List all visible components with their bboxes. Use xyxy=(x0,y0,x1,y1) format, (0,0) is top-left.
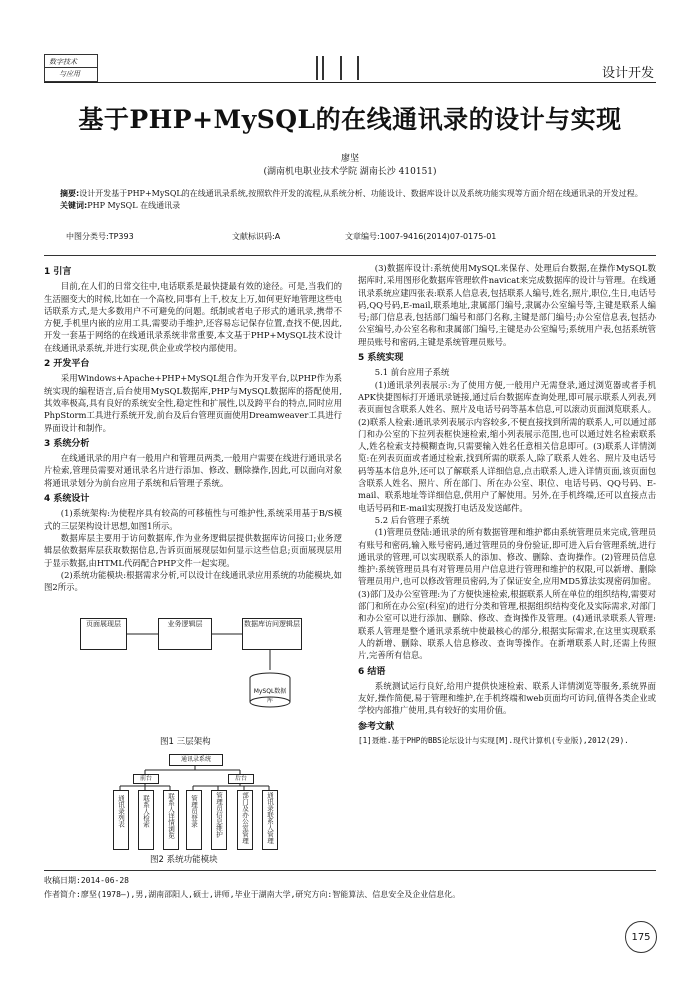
tree-leaf-2 xyxy=(138,790,154,850)
header-rule xyxy=(44,82,656,83)
tree-front: 前台 xyxy=(133,774,159,784)
data-access-layer-label: 数据库访问逻辑层 xyxy=(244,620,300,628)
section-2-p1: 采用Windows+Apache+PHP+MySQL组合作为开发平台,以PHP作为系统实现的编程语言,后台使用MySQL数据库,PHP与MySQL数据库的搭配使用,其效率极高,具有良好的系统安全性,稳定性和扩展性,以及跨平台的特点,同时应用PhpStorm工具进行系统开发,前台及后台管理页面使用Dreamweaver工具进行界面设计和制作。 xyxy=(44,373,342,433)
figure-1 xyxy=(80,606,320,726)
section-4-p3: (2)系统功能模块:根据需求分析,可以设计在线通讯录应用系统的功能模块,如图2所示。 xyxy=(44,569,342,593)
tree-root: 通讯录系统 xyxy=(169,754,223,766)
tree-leaf-4 xyxy=(186,790,202,850)
keywords: PHP MySQL 在线通讯录 xyxy=(87,201,181,210)
received-date: 收稿日期:2014-06-28 xyxy=(44,876,129,885)
abstract xyxy=(44,188,656,212)
figure-1-caption: 图1 三层架构 xyxy=(160,737,211,747)
tree-leaf-5 xyxy=(211,790,227,850)
keywords-label: 关键词: xyxy=(60,201,88,210)
section-6-p1: 系统测试运行良好,给用户提供快速检索、联系人详情浏览等服务,系统界面友好,操作简便,易于管理和维护,在手机终端和web页面均可访问,值得各类企业或学校内部推广使用,具有较好的实用价值。 xyxy=(358,680,656,716)
paper-title: 基于PHP+MySQL的在线通讯录的设计与实现 xyxy=(78,105,622,134)
section-4-title: 4 系统设计 xyxy=(44,494,90,505)
tree-leaf-5-label: 管理员信息维护 xyxy=(215,792,223,838)
section-3-p1: 在线通讯录的用户有一般用户和管理员两类,一般用户需要在线进行通讯录名片检索,管理员需要对通讯录名片进行添加、修改、删除操作,因此,可以面向对象将通讯录划分为前台应用子系统和后管理子系统。 xyxy=(44,453,342,488)
tree-leaf-1-label: 通讯录列表 xyxy=(117,795,125,828)
tree-leaf-7-label: 通讯录联系人管理 xyxy=(266,792,274,844)
section-1-p1: 目前,在人们的日常交往中,电话联系是最快捷最有效的途径。可是,当我们的生活圈变大的时候,比如在一个高校,同事有上千,校友上万,如何更好地管理这些电话联系方式,是大多数用户不可避免的问题。纸制或者电子形式的通讯录,携带不方便,手机里内嵌的应用工具,需要动手维护,还容易忘记保存位置,查找不便,因此,开发一套基于网络的在线通讯录系统非常重要,本文基于PHP+MySQL技术设计在线通讯录系统,并进行实现,供企业或学校内部使用。 xyxy=(44,281,342,353)
author: 廖坚 xyxy=(340,154,359,164)
tree-leaf-7 xyxy=(262,790,278,850)
tree-leaf-3-label: 联系人详情浏览 xyxy=(167,793,175,839)
section-5-1-title: 5.1 前台应用子系统 xyxy=(374,367,450,378)
section-1-title: 1 引言 xyxy=(44,267,72,277)
abstract-text: 设计开发基于PHP+MySQL的在线通讯录系统,按照软件开发的流程,从系统分析、功能设计、数据库设计以及系统功能实现等方面介绍在线通讯录的开发过程。 xyxy=(79,189,643,198)
logo-line2: 与应用 xyxy=(59,70,80,78)
presentation-layer-label: 页面展现层 xyxy=(86,620,121,628)
tree-back: 后台 xyxy=(228,774,254,784)
reference-1: [1]聂维.基于PHP的BBS论坛设计与实现[M].现代计算机(专业版),2012(29). xyxy=(358,735,629,745)
author-bio: 作者简介:廖坚(1978—),男,湖南邵阳人,硕士,讲师,毕业于湖南大学,研究方向:智能算法、信息安全及企业信息化。 xyxy=(44,890,461,899)
abstract-divider xyxy=(44,255,656,256)
tree-leaf-4-label: 管理员登录 xyxy=(190,795,198,828)
section-tag: 设计开发 xyxy=(601,66,654,81)
business-layer-box xyxy=(158,618,212,650)
page-number-badge xyxy=(625,921,657,953)
section-4-p2: 数据库层主要用于访问数据库,作为业务逻辑层提供数据库访问接口;业务逻辑层依数据库层获取数据信息,告诉页面展现层如何显示这些信息;页面展现层用于显示数据,由HTML代码配合PHP文件一起实现。 xyxy=(44,532,342,568)
references-title: 参考文献 xyxy=(358,721,395,732)
section-5-title: 5 系统实现 xyxy=(358,353,404,364)
document-code: 文献标识码:A xyxy=(232,232,281,241)
page-number: 175 xyxy=(631,931,651,943)
tree-leaf-2-label: 联系人检索 xyxy=(142,795,150,828)
tree-leaf-6 xyxy=(237,790,253,850)
section-4-p4: (3)数据库设计:系统使用MySQL来保存、处理后台数据,在操作MySQL数据库时,采用图形化数据库管理软件navicat来完成数据库的设计与管理。在线通讯录系统应建四张表:联系人信息表,包括联系人编号,姓名,照片,职位,生日,电话号码,QQ号码,E-mail,联系地址,隶属部门编号,隶属办公室编号等,主键是联系人编号;部门信息表,包括部门编号和部门名称,主键是部门编号;办公室信息表,包括办公室编号,办公室名称和隶属部门编号,主键是办公室编号;系统用户表,包括系统管理员账号和密码,主键是系统管理员账号。 xyxy=(358,263,656,347)
section-5-2-p1: (1)管理员登陆:通讯录的所有数据管理和维护都由系统管理员来完成,管理员有账号和密码,输入账号密码,通过管理员的身份验证,即可进入后台管理系统,进行通讯录的管理,可以实现联系人的添加、修改、删除、查询操作。(2)管理员信息维护:系统管理员具有对管理员用户信息进行管理和维护的权限,可以新增、删除管理员用户,也可以修改管理员密码,为了保证安全,应用MD5算法实现密码加密。(3)部门及办公室管理:为了方便快速检索,根据联系人所在单位的组织结构,需要对部门和所在办公室(科室)的进行分类和管理,根据组织结构变化及实际需求,对部门和办公室可以进行添加、删除、修改、查询操作及管理。(4)通讯录联系人管理:联系人管理是整个通讯录系统中使最核心的部分,根据实际需求,在这里实现联系人的新增、删除、联系人信息修改、查询等操作。在新增联系人时,还需上传照片,完善所有信息。 xyxy=(358,527,656,661)
section-2-title: 2 开发平台 xyxy=(44,359,90,370)
left-column xyxy=(44,262,342,593)
logo-line1: 数字技术 xyxy=(49,58,77,66)
affiliation: (湖南机电职业技术学院 湖南长沙 410151) xyxy=(263,167,437,177)
figure-2-caption: 图2 系统功能模块 xyxy=(150,855,218,865)
clc-number: 中图分类号:TP393 xyxy=(66,232,134,241)
section-4-p1: (1)系统架构:为使程序具有较高的可移植性与可维护性,系统采用基于B/S模式的三层架构设计思想,如图1所示。 xyxy=(44,508,342,531)
tree-leaf-3 xyxy=(163,790,179,850)
section-5-2-title: 5.2 后台管理子系统 xyxy=(374,514,450,525)
data-access-layer-box xyxy=(242,618,302,650)
tree-leaf-1 xyxy=(113,790,129,850)
business-layer-label: 业务逻辑层 xyxy=(167,620,203,628)
abstract-label: 摘要: xyxy=(60,189,80,198)
section-6-title: 6 结语 xyxy=(358,666,386,677)
figure-2 xyxy=(105,752,285,850)
footer-divider xyxy=(44,870,656,871)
database-label: MySQL数据库 xyxy=(253,688,287,704)
article-number: 文章编号:1007-9416(2014)07-0175-01 xyxy=(345,232,497,241)
journal-logo xyxy=(44,54,98,82)
right-column xyxy=(358,262,656,747)
section-3-title: 3 系统分析 xyxy=(44,438,90,449)
section-5-1-p1: (1)通讯录列表展示:为了使用方便,一般用户无需登录,通过浏览器或者手机APK快捷图标打开通讯录链接,通过后台数据库查询处理,即可展示联系人列表,列表页面包含联系人姓名、照片及电话号码等基本信息,可以滚动页面浏览联系人。(2)联系人检索:通讯录列表展示内容较多,不便直接找到所需的联系人,可以通过部门和办公室的下拉列表框快速检索,缩小列表展示范围,也可以通过姓名检索联系人,姓名检索支持模糊查询,只需要输入姓名任意相关信息即可。(3)联系人详情浏览:在列表页面或者通过检索,找到所需的联系人,除了联系人姓名、照片及电话号码等基本信息外,还可以了解联系人详细信息,点击联系人,进入详情页面,该页面包含联系人姓名、照片、所在部门、所在办公室、职位、电话号码、QQ号码、E-mail、联系地址等详细信息,供用户了解使用。另外,在手机终端,还可以直接点击电话号码和E-mail实现拨打电话及发送邮件。 xyxy=(358,379,656,513)
presentation-layer-box xyxy=(80,618,127,650)
tree-leaf-6-label: 部门及办公室管理 xyxy=(241,792,249,844)
